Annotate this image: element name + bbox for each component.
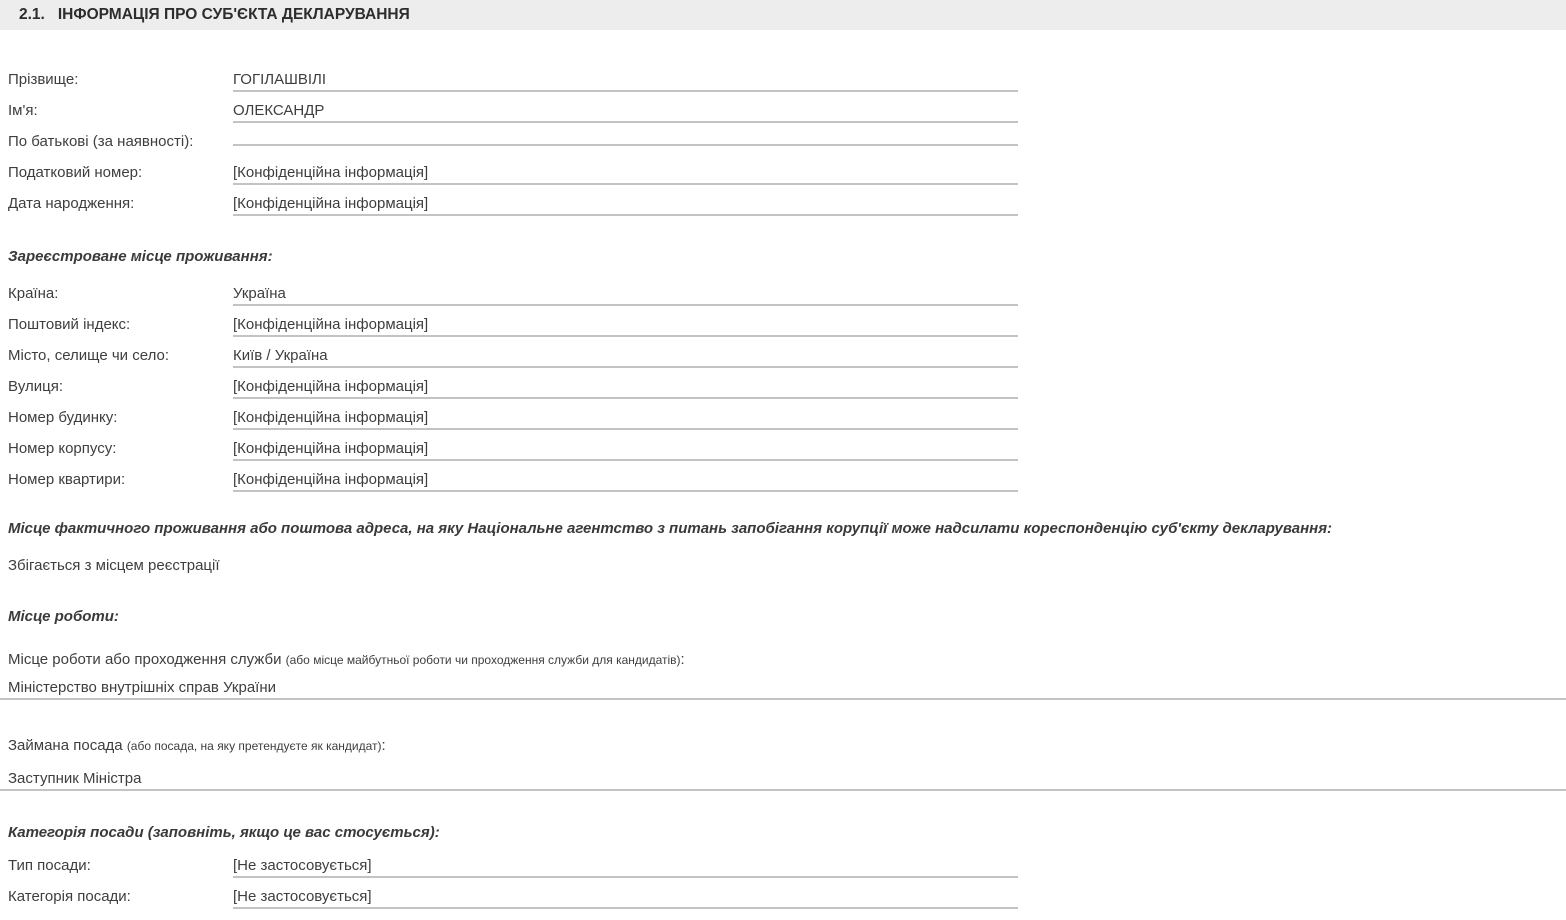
row-corpus-number — [8, 437, 1558, 468]
field-value: ОЛЕКСАНДР — [233, 99, 1018, 123]
workplace-label-main: Місце роботи або проходження служби — [8, 651, 286, 668]
workplace-field-label — [8, 650, 1558, 670]
position-value: Заступник Міністра — [0, 767, 1566, 791]
field-label: Місто, селище чи село: — [8, 347, 170, 364]
field-value: [Конфіденційна інформація] — [233, 375, 1018, 399]
field-label: Категорія посади: — [8, 888, 131, 905]
field-label: Ім'я: — [8, 102, 38, 119]
position-label-colon: : — [381, 737, 386, 754]
section-number: 2.1. — [19, 6, 45, 23]
field-label: Податковий номер: — [8, 164, 143, 181]
field-value: [Конфіденційна інформація] — [233, 161, 1018, 185]
field-value: [Конфіденційна інформація] — [233, 192, 1018, 216]
field-value: [Конфіденційна інформація] — [233, 437, 1018, 461]
row-position-category — [8, 885, 1558, 916]
registered-residence-fields — [8, 282, 1558, 499]
field-label: По батькові (за наявності): — [8, 133, 194, 150]
workplace-label-colon: : — [680, 651, 685, 668]
field-label: Тип посади: — [8, 857, 91, 874]
field-label: Номер корпусу: — [8, 440, 117, 457]
field-value: [Конфіденційна інформація] — [233, 468, 1018, 492]
row-firstname — [8, 99, 1558, 130]
row-postal-code — [8, 313, 1558, 344]
workplace-value: Міністерство внутрішніх справ України — [0, 676, 1566, 700]
field-value: [Конфіденційна інформація] — [233, 313, 1018, 337]
row-city — [8, 344, 1558, 375]
row-surname — [8, 68, 1558, 99]
field-label: Дата народження: — [8, 195, 135, 212]
field-value: [Не застосовується] — [233, 885, 1018, 909]
registered-residence-heading: Зареєстроване місце проживання: — [8, 248, 273, 265]
section-title-bar — [0, 0, 1566, 30]
row-country — [8, 282, 1558, 313]
row-patronymic — [8, 130, 1558, 161]
row-birth-date — [8, 192, 1558, 223]
row-apartment-number — [8, 468, 1558, 499]
row-position-type — [8, 854, 1558, 885]
actual-residence-value: Збігається з місцем реєстрації — [8, 557, 220, 574]
field-value: [Конфіденційна інформація] — [233, 406, 1018, 430]
row-street — [8, 375, 1558, 406]
position-label-main: Займана посада — [8, 737, 127, 754]
position-category-fields — [8, 854, 1558, 916]
position-field-label — [8, 736, 1558, 756]
field-value: ГОГІЛАШВІЛІ — [233, 68, 1018, 92]
field-value: Київ / Україна — [233, 344, 1018, 368]
workplace-heading: Місце роботи: — [8, 608, 119, 625]
position-category-heading: Категорія посади (заповніть, якщо це вас стосується): — [8, 824, 440, 841]
field-label: Номер квартири: — [8, 471, 126, 488]
field-label: Поштовий індекс: — [8, 316, 131, 333]
field-label: Прізвище: — [8, 71, 79, 88]
field-label: Країна: — [8, 285, 59, 302]
declaration-subject-section — [0, 68, 1566, 916]
row-building-number — [8, 406, 1558, 437]
field-label: Номер будинку: — [8, 409, 118, 426]
actual-residence-heading: Місце фактичного проживання або поштова адреса, на яку Національне агентство з питань запобігання корупції може надсилати кореспонденцію суб'єкту декларування: — [8, 520, 1333, 537]
field-value: [Не застосовується] — [233, 854, 1018, 878]
field-value: Україна — [233, 282, 1018, 306]
field-value — [233, 130, 1018, 146]
row-tax-number — [8, 161, 1558, 192]
section-title: ІНФОРМАЦІЯ ПРО СУБ'ЄКТА ДЕКЛАРУВАННЯ — [57, 6, 410, 23]
field-label: Вулиця: — [8, 378, 64, 395]
workplace-label-note: (або місце майбутньої роботи чи проходження служби для кандидатів) — [285, 653, 681, 667]
position-label-note: (або посада, на яку претендуєте як кандидат) — [126, 739, 382, 753]
personal-info-fields — [8, 68, 1558, 223]
